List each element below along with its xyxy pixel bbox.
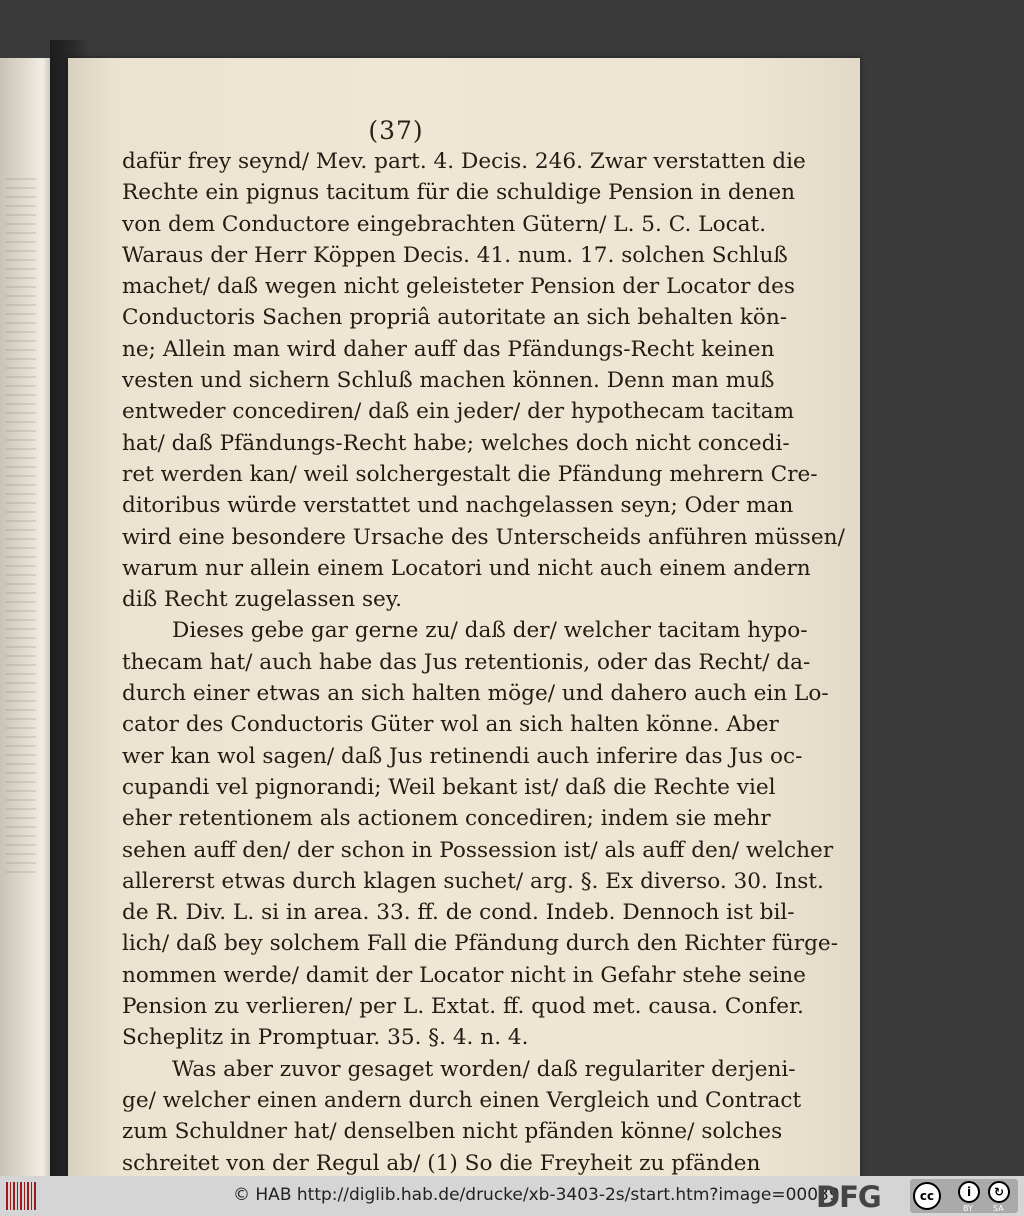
text-line: Rechte ein pignus tacitum für die schuldige Pension in denen (122, 180, 796, 206)
text-line: Scheplitz in Promptuar. 35. §. 4. n. 4. (122, 1025, 529, 1051)
text-line: wird eine besondere Ursache des Unterscheids anführen müssen/ (122, 524, 845, 550)
text-line: ne; Allein man wird daher auff das Pfändungs-Recht keinen (122, 336, 775, 362)
text-line: nommen werde/ damit der Locator nicht in Gefahr stehe seine (122, 962, 806, 988)
copyright-text[interactable]: © HAB http://diglib.hab.de/drucke/xb-3403-2s/start.htm?image=00039 (233, 1185, 840, 1205)
text-line: de R. Div. L. si in area. 33. ff. de cond. Indeb. Dennoch ist bil- (122, 900, 795, 926)
page-number: (37) (368, 116, 424, 145)
text-line: thecam hat/ auch habe das Jus retentionis, oder das Recht/ da- (122, 649, 811, 675)
text-line: Waraus der Herr Köppen Decis. 41. num. 17. solchen Schluß (122, 242, 788, 268)
text-line: sehen auff den/ der schon in Possession ist/ als auff den/ welcher (122, 837, 834, 863)
text-line: lich/ daß bey solchem Fall die Pfändung durch den Richter fürge- (122, 931, 838, 957)
text-line: allererst etwas durch klagen suchet/ arg. §. Ex diverso. 30. Inst. (122, 868, 824, 894)
left-page-edge (0, 58, 50, 1176)
cc-license-badge[interactable] (910, 1179, 1018, 1213)
text-line: Pension zu verlieren/ per L. Extat. ff. quod met. causa. Confer. (122, 994, 804, 1020)
text-line: durch einer etwas an sich halten möge/ und dahero auch ein Lo- (122, 681, 829, 707)
text-line: Dieses gebe gar gerne zu/ daß der/ welcher tacitam hypo- (172, 618, 808, 644)
sa-label: SA (993, 1204, 1004, 1213)
dfg-logo: DFG (816, 1180, 881, 1214)
viewer-footer (0, 1176, 1024, 1216)
text-line: diß Recht zugelassen sey. (122, 587, 403, 613)
text-line: warum nur allein einem Locatori und nicht auch einem andern (122, 555, 811, 581)
text-line: machet/ daß wegen nicht geleisteter Pension der Locator des (122, 274, 795, 300)
barcode-icon (6, 1182, 36, 1210)
text-line: cator des Conductoris Güter wol an sich halten könne. Aber (122, 712, 779, 738)
text-line: Conductoris Sachen propriâ autoritate an sich behalten kön- (122, 305, 788, 331)
cc-icon: cc (913, 1182, 941, 1210)
text-line: hat/ daß Pfändungs-Recht habe; welches doch nicht concedi- (122, 430, 790, 456)
text-line: eher retentionem als actionem concediren; indem sie mehr (122, 806, 771, 832)
text-line: ge/ welcher einen andern durch einen Vergleich und Contract (122, 1087, 802, 1113)
text-line: zum Schuldner hat/ denselben nicht pfänden könne/ solches (122, 1119, 783, 1145)
share-alike-icon: ↻ (988, 1181, 1010, 1203)
by-label: BY (963, 1204, 973, 1213)
text-line: ret werden kan/ weil solchergestalt die Pfändung mehrern Cre- (122, 461, 818, 487)
text-line: ditoribus würde verstattet und nachgelassen seyn; Oder man (122, 493, 794, 519)
text-line: von dem Conductore eingebrachten Gütern/ L. 5. C. Locat. (122, 211, 767, 237)
person-icon: i (958, 1181, 980, 1203)
text-line: wer kan wol sagen/ daß Jus retinendi auch inferire das Jus oc- (122, 743, 803, 769)
left-page-text-edge (6, 178, 36, 878)
text-line: schreitet von der Regul ab/ (1) So die Freyheit zu pfänden (122, 1150, 761, 1176)
text-line: vesten und sichern Schluß machen können. Denn man muß (122, 368, 775, 394)
text-line: entweder concediren/ daß ein jeder/ der hypothecam tacitam (122, 399, 795, 425)
text-line: cupandi vel pignorandi; Weil bekant ist/ daß die Rechte viel (122, 774, 776, 800)
text-line: dafür frey seynd/ Mev. part. 4. Decis. 246. Zwar verstatten die (122, 149, 806, 174)
text-line: Was aber zuvor gesaget worden/ daß regulariter derjeni- (172, 1056, 796, 1082)
page-text (122, 146, 845, 1176)
